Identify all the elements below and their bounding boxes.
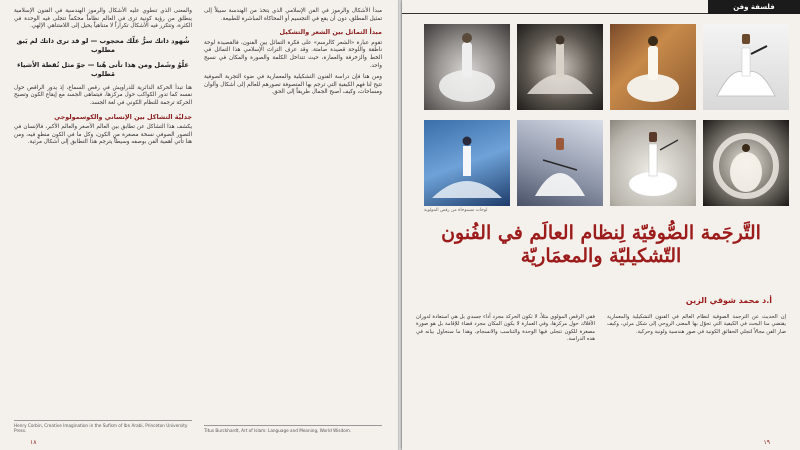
left-page-column-right <box>204 8 382 101</box>
footnote: Titus Burckhardt, Art of Islam: Language and Meaning, World Wisdom. <box>204 425 382 434</box>
paragraph: والمعنى الذي تنطوي عليه الأشكال والرموز الهندسية في الفنون الإسلامية ينطلق من رؤية كونية ترى في العالم نظاماً محكماً تتجلى فيه الوحدة في الكثرة، وتتكرر فيه الأشكال تكراراً لا متناهياً يحيل إلى اللامتناهي الإلهي. <box>14 8 192 30</box>
section-label: فلسفة وفن <box>708 0 800 14</box>
left-page-column-left <box>14 8 192 151</box>
paragraph: هنا تبدأ الحركة الدائرية للدراويش في رقص السماع، إذ يدور الراقص حول نفسه كما تدور الكواكب حول مركزها، فيتماهى الجسد مع إيقاع الكون وتصبح الحركة ترجمة للنظام الكوني في لغة الجسد. <box>14 84 192 106</box>
page-number: ١٩ <box>763 439 770 446</box>
dervish-painting <box>703 24 789 110</box>
footnote: Henry Corbin, Creative Imagination in the Sufism of Ibn Arabi, Princeton University Press. <box>14 420 192 434</box>
paragraph: مبدأ الأشكال والرموز في الفن الإسلامي الذي يتخذ من الهندسة سبيلاً إلى تمثيل المطلق، دون أن يقع في التجسيم أو المحاكاة المباشرة للطبيعة. <box>204 8 382 22</box>
section-subheading: مبدأ التماثل بين الشعر والتشكيل <box>279 28 382 37</box>
dervish-painting <box>424 120 510 206</box>
dervish-painting <box>610 120 696 206</box>
left-page <box>0 0 398 450</box>
header-rule <box>402 13 708 14</box>
poem-verse: علّوُ وشَمل ومن هذا تأتى هُنا — جوّ مثل نُقطة الأشياء مَطلوب <box>17 60 189 78</box>
dervish-painting <box>517 120 603 206</box>
article-title: التَّرجَمة الصُّوفيّة لِنظام العالَم في الفُنون التّشكيليّة والمعمَاريّة <box>441 222 761 267</box>
right-page <box>402 0 800 450</box>
article-intro <box>416 314 786 344</box>
paragraph: ففي الرقص المولوي مثلاً، لا تكون الحركة مجرد أداء جسدي بل هي استعادة لدوران الأفلاك حول مركزها، وفي العمارة لا يكون المكان مجرد فضاء للإقامة بل هو صورة مصغرة للكون تتجلى فيها الوحدة والتناسب والانسجام، وهذا ما سنحاول بيانه في هذه الدراسة. <box>416 314 595 343</box>
dervish-painting <box>703 120 789 206</box>
paragraph: ومن هنا فإن دراسة الفنون التشكيلية والمعمارية في ضوء التجربة الصوفية تتيح لنا فهم الكيفية التي ترجم بها المتصوفة تصورهم للعالم إلى أشكال وألوان ومساحات، وكيف أصبح الجمال طريقاً إلى الحق. <box>204 74 382 96</box>
paragraph: إن الحديث عن الترجمة الصوفية لنظام العالم في الفنون التشكيلية والمعمارية يقتضي منا البحث في الكيفية التي تحوّل بها المعنى الروحي إلى شكل مرئي، وكيف صار الفن مجالاً لتجلي الحقائق الكونية في صور هندسية ولونية وحركية. <box>607 314 786 335</box>
dervish-painting <box>517 24 603 110</box>
paragraph: تقوم عبارة «الشعر كالرسم» على فكرة التماثل بين الفنون، فالقصيدة لوحة ناطقة واللوحة قصيدة صامتة. وقد عرف التراث الإسلامي هذا التماثل في الخط والزخرفة والعمارة، حيث تتداخل الكلمة والصورة والمكان في نسيج واحد. <box>204 39 382 69</box>
article-author: أ.د محمد شوقي الزين <box>685 296 772 305</box>
dervish-painting <box>424 24 510 110</box>
image-caption: لوحات مستوحاة من رقص المولوية <box>424 208 488 213</box>
paragraph: يكشف هذا التشاكل عن تطابق بين العالم الأصغر والعالم الأكبر، فالإنسان في التصور الصوفي نسخة مصغرة من الكون، وكل ما في الكون منطوٍ فيه، ومن هنا تأتي أهمية الفن بوصفه وسيطاً يترجم هذا التطابق إلى أشكال مرئية. <box>14 124 192 146</box>
section-subheading: جدليّة التشاكل بين الإنساني والكوسمولوجي <box>54 112 192 121</box>
whirling-dervish-gallery <box>424 24 790 214</box>
poem-verse: شُهود ذاتك سرٌّ علّك محجوب — لو قد ترى ذاتك لم يَبق مطلوب <box>16 36 190 54</box>
dervish-painting <box>610 24 696 110</box>
page-number: ١٨ <box>30 439 37 446</box>
